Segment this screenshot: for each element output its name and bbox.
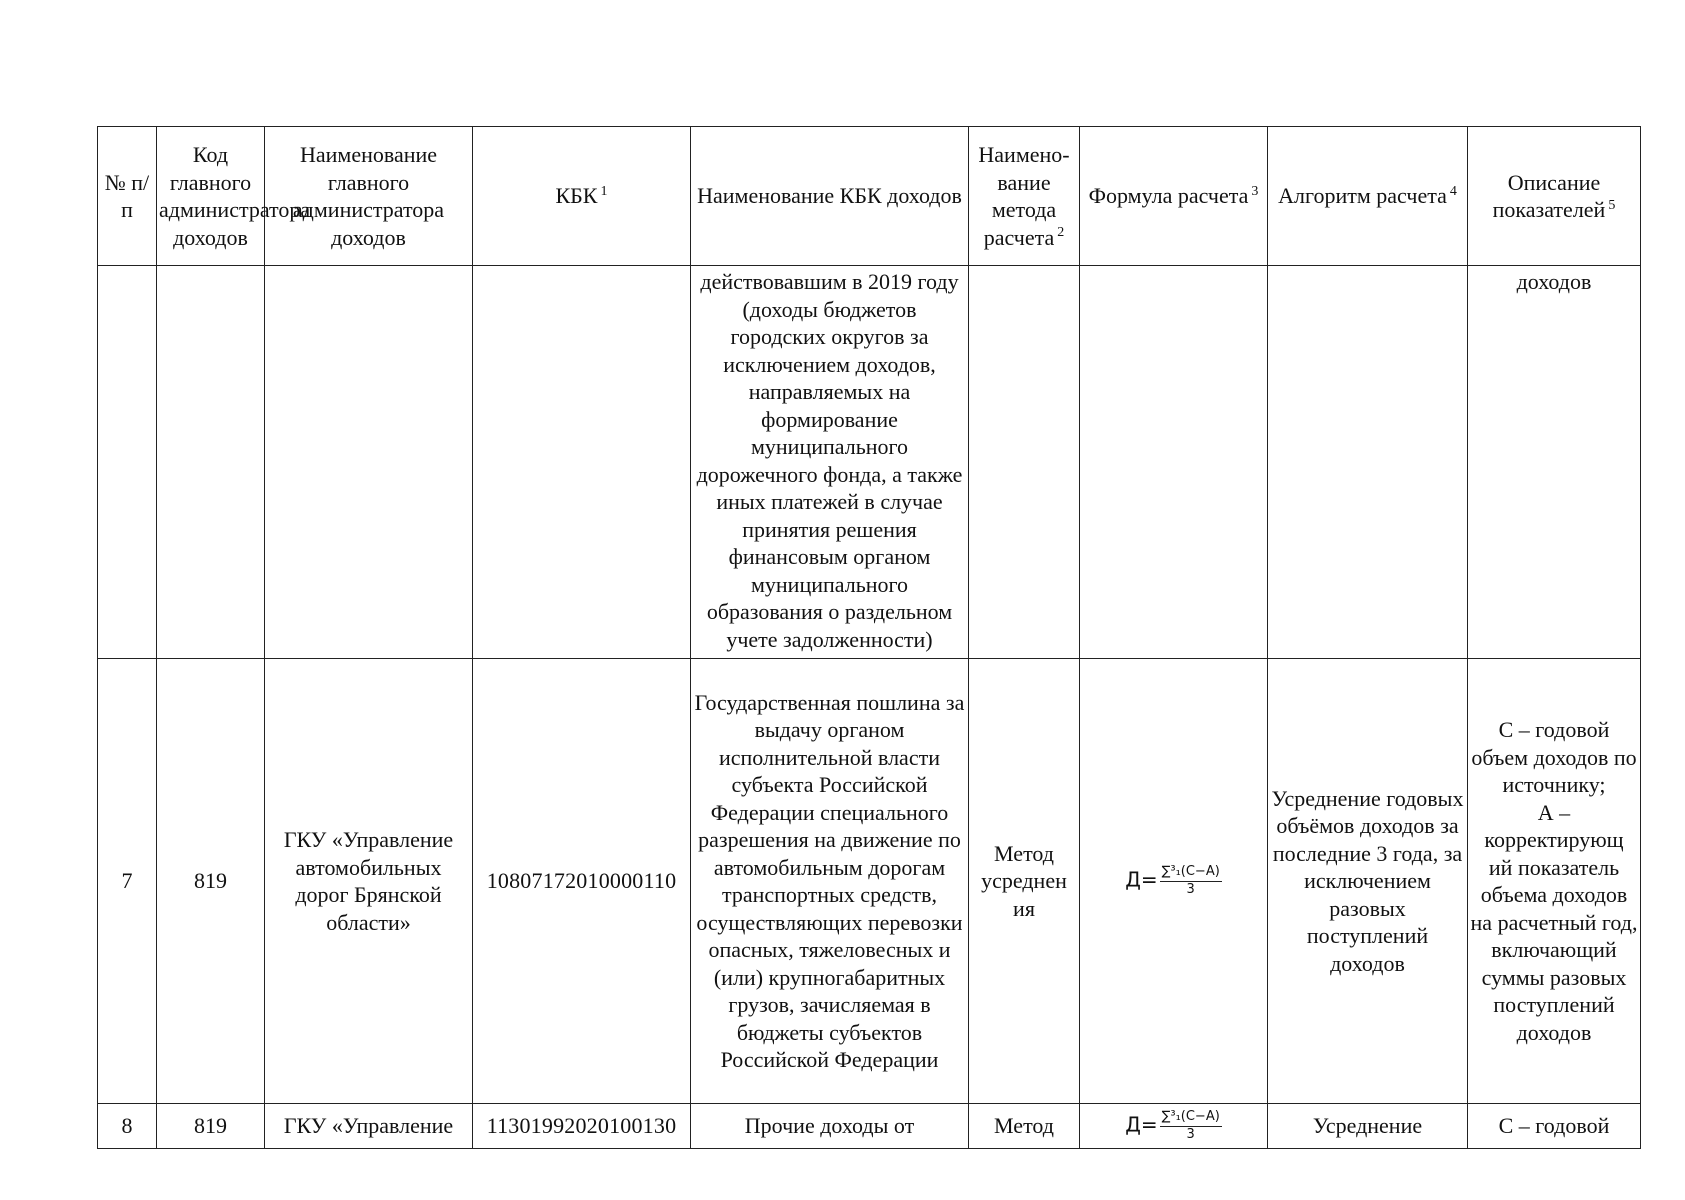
header-kbk-name: Наименование КБК доходов: [691, 127, 969, 266]
formula-lhs: Д=: [1125, 867, 1158, 892]
cell-admin-code: 819: [157, 659, 265, 1104]
cell-formula: [1080, 1104, 1268, 1149]
cell-kbk: 10807172010000110: [473, 659, 691, 1104]
cell-kbk-name: Государственная пошлина за выдачу органом исполнительной власти субъекта Российской Федерации специального разрешения на движение по автомобильным дорогам транспортных средств, осуществляющих перевозки опасных, тяжеловесных и (или) крупногабаритных грузов, зачисляемая в бюджеты субъектов Российской Федерации: [691, 659, 969, 1104]
table-row: [98, 1104, 1641, 1149]
table-row: [98, 659, 1641, 1104]
cell-formula: [1080, 266, 1268, 659]
formula-denominator: 3: [1186, 1127, 1195, 1142]
cell-kbk-name: действовавшим в 2019 году (доходы бюджетов городских округов за исключением доходов, направляемых на формирование муниципального дорожечного фонда, а также иных платежей в случае принятия решения финансовым органом муниципального образования о раздельном учете задолженности): [691, 266, 969, 659]
footnote-marker: 5: [1608, 197, 1616, 213]
header-row: [98, 127, 1641, 266]
cell-number: [98, 266, 157, 659]
footnote-marker: 3: [1251, 183, 1259, 199]
header-formula: Формула расчета $^3$: [1080, 127, 1268, 266]
cell-algorithm: [1268, 266, 1468, 659]
formula-numerator: ∑³₁(C−A): [1160, 864, 1222, 882]
formula-denominator: 3: [1186, 882, 1195, 897]
cell-number: 7: [98, 659, 157, 1104]
cell-admin-name: [265, 266, 473, 659]
formula-fraction: [1160, 864, 1222, 898]
table-row: [98, 266, 1641, 659]
cell-algorithm: Усреднение годовых объёмов доходов за последние 3 года, за исключением разовых поступлений доходов: [1268, 659, 1468, 1104]
cell-method: [969, 266, 1080, 659]
footnote-marker: 1: [600, 183, 608, 199]
cell-description: С – годовой объем доходов по источнику; А – корректирующ ий показатель объема доходов на расчетный год, включающий суммы разовых поступлений доходов: [1468, 659, 1641, 1104]
cell-description: доходов: [1468, 266, 1641, 659]
formula-numerator: ∑³₁(C−A): [1160, 1109, 1222, 1127]
header-description: Описание показателей $^5$: [1468, 127, 1641, 266]
revenue-forecast-table: [97, 126, 1641, 1149]
header-admin-name: Наименование главного администратора доходов: [265, 127, 473, 266]
cell-description: С – годовой: [1468, 1104, 1641, 1149]
header-method: Наимено-вание метода расчета $^2$: [969, 127, 1080, 266]
cell-admin-name: ГКУ «Управление автомобильных дорог Брянской области»: [265, 659, 473, 1104]
cell-method: Метод: [969, 1104, 1080, 1149]
cell-kbk: [473, 266, 691, 659]
cell-admin-code: [157, 266, 265, 659]
formula-lhs: Д=: [1125, 1112, 1158, 1137]
header-row-number: № п/п: [98, 127, 157, 266]
cell-algorithm: Усреднение: [1268, 1104, 1468, 1149]
formula-fraction: [1160, 1109, 1222, 1143]
cell-kbk: 11301992020100130: [473, 1104, 691, 1149]
footnote-marker: 4: [1449, 183, 1457, 199]
header-algorithm: Алгоритм расчета $^4$: [1268, 127, 1468, 266]
footnote-marker: 2: [1057, 225, 1065, 241]
header-kbk: КБК $^1$: [473, 127, 691, 266]
cell-admin-code: 819: [157, 1104, 265, 1149]
header-admin-code: Код главного администратора доходов: [157, 127, 265, 266]
cell-number: 8: [98, 1104, 157, 1149]
cell-formula: [1080, 659, 1268, 1104]
cell-method: Метод усреднен ия: [969, 659, 1080, 1104]
cell-admin-name: ГКУ «Управление: [265, 1104, 473, 1149]
cell-kbk-name: Прочие доходы от: [691, 1104, 969, 1149]
